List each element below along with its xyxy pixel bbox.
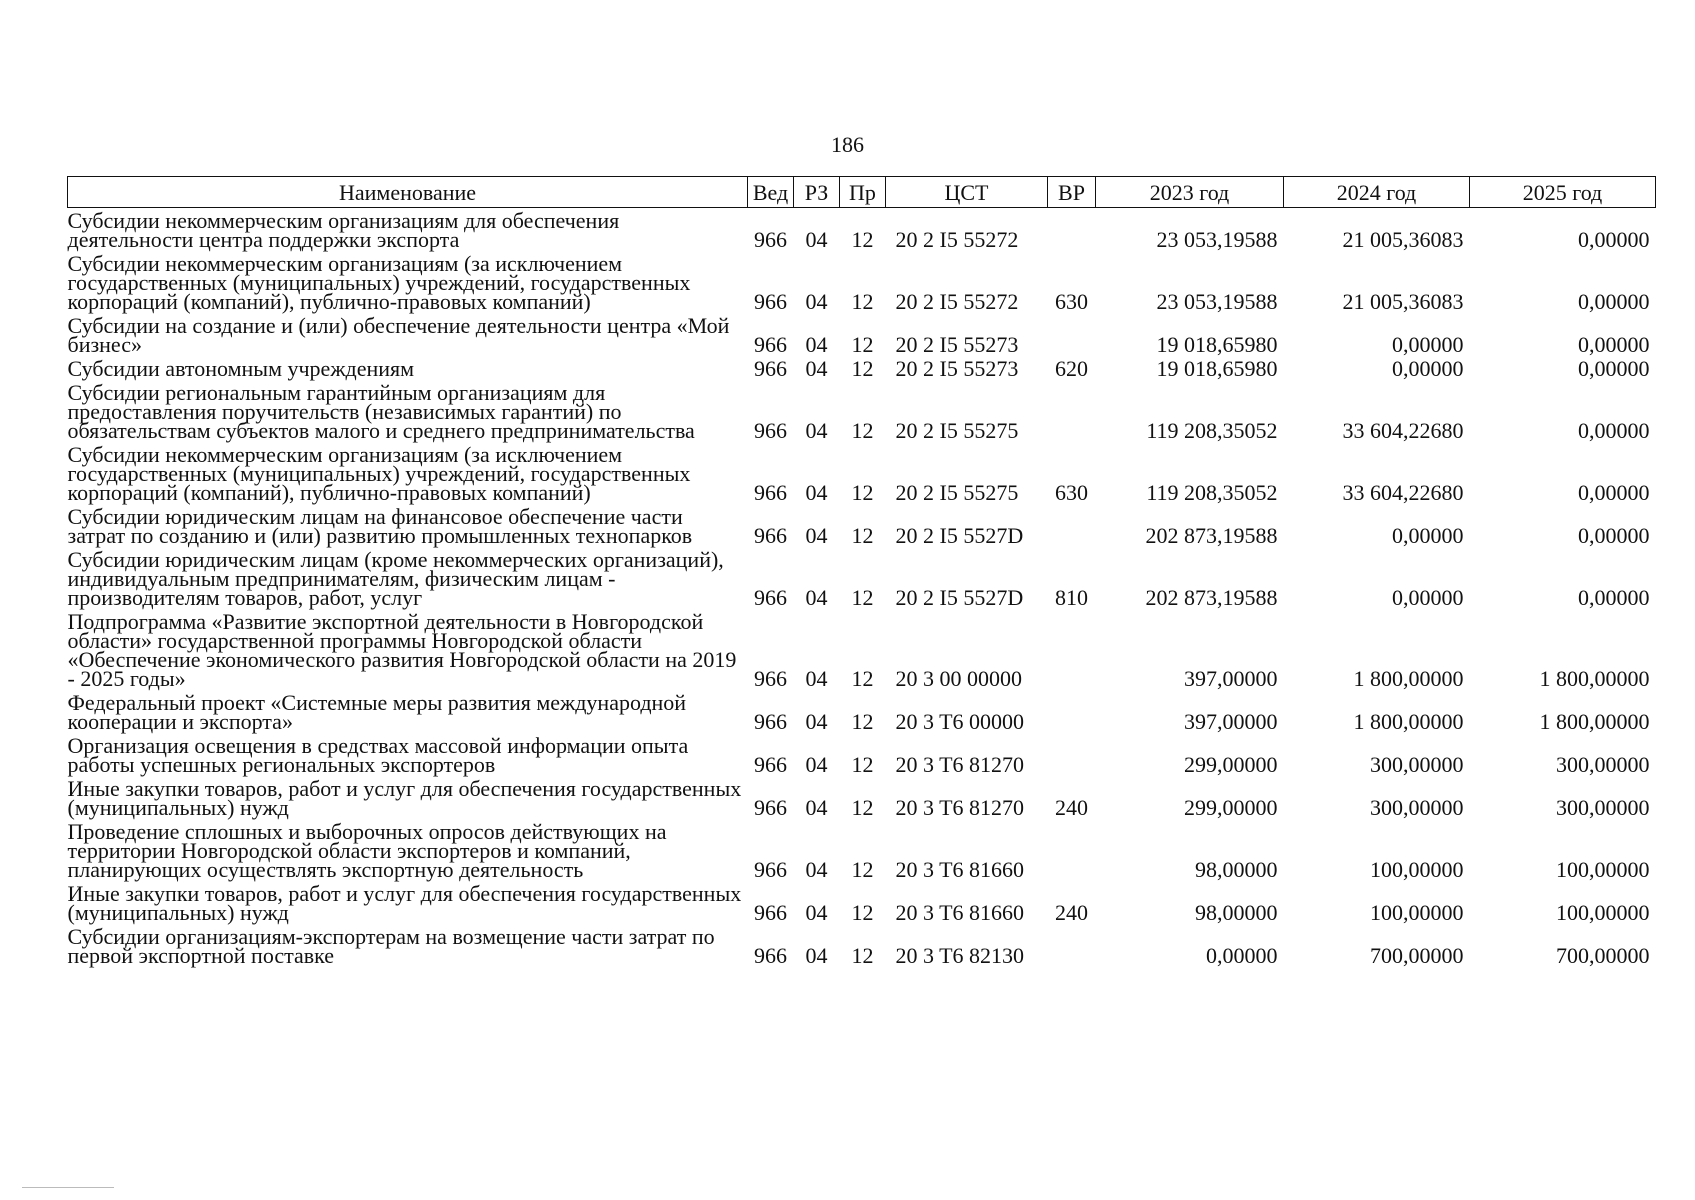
row-rz: 04 <box>805 666 828 691</box>
row-name: Иные закупки товаров, работ и услуг для обеспечения государственных (муниципальных) нужд <box>67 881 742 925</box>
row-2025: 700,00000 <box>1556 943 1650 968</box>
row-2025: 0,00000 <box>1578 356 1650 381</box>
row-pr: 12 <box>851 289 874 314</box>
row-2025: 0,00000 <box>1578 523 1650 548</box>
row-pr: 12 <box>851 795 874 820</box>
header-pr: Пр <box>840 177 886 208</box>
row-rz: 04 <box>805 752 828 777</box>
row-2025: 0,00000 <box>1578 585 1650 610</box>
row-rz: 04 <box>805 943 828 968</box>
row-name: Субсидии некоммерческим организациям для обеспечения деятельности центра поддержки экспорта <box>67 208 620 252</box>
row-cst: 20 3 T6 81270 <box>895 795 1025 820</box>
row-rz: 04 <box>805 418 828 443</box>
row-2023: 23 053,19588 <box>1156 289 1278 314</box>
page-number: 186 <box>831 132 864 157</box>
row-cst: 20 3 00 00000 <box>895 666 1022 691</box>
row-2024: 0,00000 <box>1392 585 1464 610</box>
row-2025: 0,00000 <box>1578 289 1650 314</box>
row-ved: 966 <box>754 795 787 820</box>
row-2023: 119 208,35052 <box>1146 418 1278 443</box>
row-2024: 100,00000 <box>1370 900 1464 925</box>
table-row <box>68 690 1656 733</box>
row-cst: 20 2 I5 55275 <box>895 480 1019 505</box>
row-ved: 966 <box>754 523 787 548</box>
row-cst: 20 2 I5 55272 <box>895 227 1019 252</box>
table-row <box>68 819 1656 881</box>
row-2023: 19 018,65980 <box>1156 356 1278 381</box>
row-name: Субсидии на создание и (или) обеспечение деятельности центра «Мой бизнес» <box>67 313 730 357</box>
table-row <box>68 609 1656 690</box>
row-2024: 1 800,00000 <box>1353 709 1464 734</box>
row-pr: 12 <box>851 523 874 548</box>
table-row <box>68 251 1656 313</box>
row-2025: 300,00000 <box>1556 795 1650 820</box>
row-cst: 20 2 I5 55272 <box>895 289 1019 314</box>
row-2025: 100,00000 <box>1556 857 1650 882</box>
row-pr: 12 <box>851 666 874 691</box>
table-row <box>68 924 1656 967</box>
row-cst: 20 2 I5 5527D <box>895 523 1024 548</box>
row-2023: 397,00000 <box>1184 666 1278 691</box>
row-2024: 1 800,00000 <box>1353 666 1464 691</box>
row-2024: 300,00000 <box>1370 795 1464 820</box>
table-row <box>68 776 1656 819</box>
row-2024: 0,00000 <box>1392 332 1464 357</box>
row-2023: 98,00000 <box>1195 900 1278 925</box>
table-body <box>68 208 1656 968</box>
row-vr: 630 <box>1055 480 1088 505</box>
row-name: Проведение сплошных и выборочных опросов действующих на территории Новгородской области экспортеров и компаний, планирующих осуществлять экспортную деятельность <box>67 819 667 882</box>
row-2024: 21 005,36083 <box>1342 227 1464 252</box>
row-rz: 04 <box>805 900 828 925</box>
row-2023: 299,00000 <box>1184 795 1278 820</box>
row-2024: 100,00000 <box>1370 857 1464 882</box>
row-pr: 12 <box>851 709 874 734</box>
row-2024: 700,00000 <box>1370 943 1464 968</box>
row-pr: 12 <box>851 356 874 381</box>
row-2024: 0,00000 <box>1392 523 1464 548</box>
row-cst: 20 3 T6 82130 <box>895 943 1025 968</box>
budget-table <box>67 176 1656 967</box>
row-2023: 299,00000 <box>1184 752 1278 777</box>
row-vr: 630 <box>1055 289 1088 314</box>
row-2023: 202 873,19588 <box>1145 523 1278 548</box>
row-ved: 966 <box>754 943 787 968</box>
row-ved: 966 <box>754 227 787 252</box>
row-cst: 20 3 T6 00000 <box>895 709 1025 734</box>
header-name: Наименование <box>68 177 748 208</box>
row-name: Субсидии организациям-экспортерам на возмещение части затрат по первой экспортной поставке <box>67 924 715 968</box>
row-rz: 04 <box>805 795 828 820</box>
row-pr: 12 <box>851 480 874 505</box>
row-vr <box>1048 733 1096 776</box>
row-2023: 23 053,19588 <box>1156 227 1278 252</box>
row-rz: 04 <box>805 585 828 610</box>
row-cst: 20 3 T6 81660 <box>895 857 1025 882</box>
table-row <box>68 504 1656 547</box>
row-pr: 12 <box>851 332 874 357</box>
row-pr: 12 <box>851 900 874 925</box>
header-cst: ЦСТ <box>886 177 1048 208</box>
row-ved: 966 <box>754 356 787 381</box>
row-2025: 0,00000 <box>1578 480 1650 505</box>
row-name: Субсидии автономным учреждениям <box>67 356 415 381</box>
table-row <box>68 380 1656 442</box>
row-rz: 04 <box>805 227 828 252</box>
row-vr <box>1048 609 1096 690</box>
row-ved: 966 <box>754 585 787 610</box>
row-pr: 12 <box>851 585 874 610</box>
row-2023: 119 208,35052 <box>1146 480 1278 505</box>
row-ved: 966 <box>754 752 787 777</box>
table-row <box>68 881 1656 924</box>
header-ved: Вед <box>748 177 794 208</box>
row-cst: 20 3 T6 81660 <box>895 900 1025 925</box>
row-ved: 966 <box>754 857 787 882</box>
header-rz: РЗ <box>794 177 840 208</box>
row-ved: 966 <box>754 666 787 691</box>
table-row <box>68 208 1656 252</box>
row-name: Субсидии некоммерческим организациям (за исключением государственных (муниципальных) учреждений, государственных корпораций (компаний), публично-правовых компаний) <box>67 442 691 505</box>
row-rz: 04 <box>805 523 828 548</box>
row-name: Субсидии некоммерческим организациям (за исключением государственных (муниципальных) учреждений, государственных корпораций (компаний), публично-правовых компаний) <box>67 251 691 314</box>
row-2024: 33 604,22680 <box>1342 480 1464 505</box>
row-vr: 810 <box>1055 585 1088 610</box>
row-cst: 20 2 I5 5527D <box>895 585 1024 610</box>
row-2025: 100,00000 <box>1556 900 1650 925</box>
row-2025: 0,00000 <box>1578 332 1650 357</box>
row-vr <box>1048 819 1096 881</box>
table-row <box>68 547 1656 609</box>
row-rz: 04 <box>805 857 828 882</box>
row-name: Субсидии юридическим лицам (кроме некоммерческих организаций), индивидуальным предпринимателям, физическим лицам - производителям товаров, работ, услуг <box>67 547 724 610</box>
row-2023: 0,00000 <box>1206 943 1278 968</box>
row-rz: 04 <box>805 356 828 381</box>
row-name: Субсидии региональным гарантийным организациям для предоставления поручительств (независимых гарантий) по обязательствам субъектов малого и среднего предпринимательства <box>67 380 695 443</box>
table-row <box>68 356 1656 380</box>
row-2024: 21 005,36083 <box>1342 289 1464 314</box>
row-2025: 0,00000 <box>1578 418 1650 443</box>
row-2024: 33 604,22680 <box>1342 418 1464 443</box>
row-2023: 397,00000 <box>1184 709 1278 734</box>
row-2024: 0,00000 <box>1392 356 1464 381</box>
header-vr: ВР <box>1048 177 1096 208</box>
table-row <box>68 313 1656 356</box>
row-pr: 12 <box>851 752 874 777</box>
row-2023: 202 873,19588 <box>1145 585 1278 610</box>
row-2025: 1 800,00000 <box>1539 709 1650 734</box>
row-rz: 04 <box>805 709 828 734</box>
row-name: Подпрограмма «Развитие экспортной деятельности в Новгородской области» государственной программы Новгородской области «Обеспечение экономического развития Новгородской области на 2019 - 2025 годы» <box>67 609 737 691</box>
row-pr: 12 <box>851 943 874 968</box>
row-vr: 240 <box>1055 795 1088 820</box>
table-row <box>68 733 1656 776</box>
row-vr <box>1048 690 1096 733</box>
row-pr: 12 <box>851 857 874 882</box>
row-vr: 620 <box>1055 356 1088 381</box>
row-cst: 20 3 T6 81270 <box>895 752 1025 777</box>
row-ved: 966 <box>754 709 787 734</box>
row-ved: 966 <box>754 900 787 925</box>
row-ved: 966 <box>754 480 787 505</box>
table-row <box>68 442 1656 504</box>
row-ved: 966 <box>754 289 787 314</box>
row-rz: 04 <box>805 289 828 314</box>
row-rz: 04 <box>805 480 828 505</box>
header-2024: 2024 год <box>1284 177 1470 208</box>
row-2025: 300,00000 <box>1556 752 1650 777</box>
header-2025: 2025 год <box>1470 177 1656 208</box>
scan-mark <box>22 1187 114 1188</box>
row-vr <box>1048 380 1096 442</box>
row-2023: 98,00000 <box>1195 857 1278 882</box>
row-name: Иные закупки товаров, работ и услуг для обеспечения государственных (муниципальных) нужд <box>67 776 742 820</box>
row-2024: 300,00000 <box>1370 752 1464 777</box>
row-name: Организация освещения в средствах массовой информации опыта работы успешных региональных экспортеров <box>67 733 689 777</box>
row-vr: 240 <box>1055 900 1088 925</box>
table-header <box>68 177 1656 208</box>
row-name: Федеральный проект «Системные меры развития международной кооперации и экспорта» <box>67 690 687 734</box>
row-cst: 20 2 I5 55275 <box>895 418 1019 443</box>
row-name: Субсидии юридическим лицам на финансовое обеспечение части затрат по созданию и (или) развитию промышленных технопарков <box>67 504 693 548</box>
row-2023: 19 018,65980 <box>1156 332 1278 357</box>
row-vr <box>1048 924 1096 967</box>
row-vr <box>1048 208 1096 252</box>
row-vr <box>1048 504 1096 547</box>
row-cst: 20 2 I5 55273 <box>895 356 1019 381</box>
row-cst: 20 2 I5 55273 <box>895 332 1019 357</box>
row-vr <box>1048 313 1096 356</box>
row-2025: 0,00000 <box>1578 227 1650 252</box>
row-2025: 1 800,00000 <box>1539 666 1650 691</box>
row-pr: 12 <box>851 418 874 443</box>
header-2023: 2023 год <box>1096 177 1284 208</box>
row-ved: 966 <box>754 418 787 443</box>
row-pr: 12 <box>851 227 874 252</box>
row-ved: 966 <box>754 332 787 357</box>
row-rz: 04 <box>805 332 828 357</box>
